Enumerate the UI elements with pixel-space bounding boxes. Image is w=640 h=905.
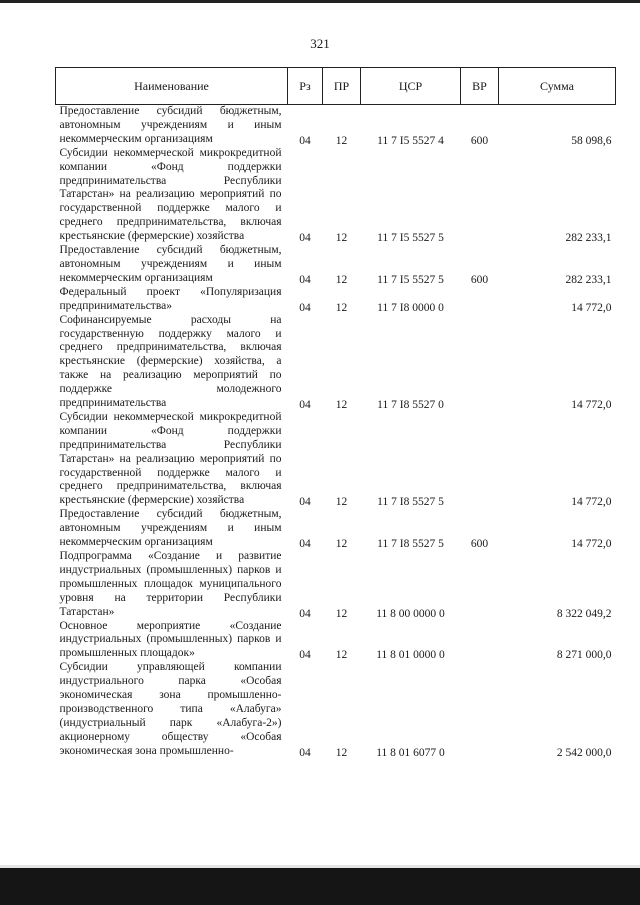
col-header-vr: ВР [461,68,499,105]
row-pr: 12 [335,398,348,411]
table-header-row [56,68,616,105]
row-pr: 12 [335,538,348,550]
row-rz: 04 [299,273,311,286]
row-name: Предоставление субсидий бюджетным, автономным учреждениям и иным некоммерческим организациям [59,508,282,549]
row-csr: 11 8 01 6077 0 [376,746,445,759]
table-row [56,147,616,244]
row-pr: 12 [335,746,348,759]
row-sum: 14 772,0 [571,538,612,550]
row-csr: 11 8 00 0000 0 [376,607,445,620]
scan-top-edge [0,0,640,3]
row-vr [461,550,499,620]
row-rz: 04 [299,398,311,411]
col-header-rz: Рз [288,68,323,105]
row-sum: 2 542 000,0 [556,746,612,759]
row-rz: 04 [299,232,311,245]
row-rz: 04 [299,607,311,620]
table-row [56,620,616,662]
row-name: Субсидии управляющей компании индустриального парка «Особая экономическая зона промышленно-производственного типа «Алабуга» (индустриальный парк «Алабуга-2») акционерному обществу «Особая экономическая зона промышленно- [59,661,282,757]
row-pr: 12 [335,273,348,286]
row-vr: 600 [470,538,489,550]
row-vr [461,411,499,508]
table-row [56,550,616,620]
page-number: 321 [310,36,330,51]
table-row [56,508,616,550]
row-sum: 8 271 000,0 [556,649,612,662]
row-csr: 11 7 I8 5527 0 [377,398,444,411]
row-vr: 600 [470,134,489,147]
col-header-pr: ПР [323,68,361,105]
table-row [56,286,616,314]
row-rz: 04 [299,301,311,314]
row-rz: 04 [299,649,311,662]
row-sum: 14 772,0 [571,398,612,411]
row-rz: 04 [299,538,311,550]
row-pr: 12 [335,607,348,620]
row-name: Подпрограмма «Создание и развитие индустриальных (промышленных) парков и промышленных площадок муниципального уровня на территории Республики Татарстан» [59,550,282,618]
row-csr: 11 7 I8 5527 5 [377,538,444,550]
row-csr: 11 7 I8 0000 0 [377,301,444,314]
row-vr [461,620,499,662]
table-row [56,105,616,147]
row-vr [461,147,499,244]
row-pr: 12 [335,232,348,245]
row-pr: 12 [335,649,348,662]
row-csr: 11 8 01 0000 0 [376,649,445,662]
row-name: Предоставление субсидий бюджетным, автономным учреждениям и иным некоммерческим организациям [59,244,282,284]
row-sum: 282 233,1 [565,273,612,286]
budget-table [55,67,616,759]
row-name: Предоставление субсидий бюджетным, автономным учреждениям и иным некоммерческим организациям [59,105,282,145]
row-csr: 11 7 I5 5527 5 [377,273,444,286]
row-sum: 14 772,0 [571,496,612,509]
row-name: Субсидии некоммерческой микрокредитной компании «Фонд поддержки предпринимательства Республики Татарстан» на реализацию мероприятий по государственной поддержке малого и среднего предпринимательства, включая крестьянские (фермерские) хозяйства [59,410,282,507]
row-vr: 600 [470,273,489,286]
row-csr: 11 7 I5 5527 5 [377,232,444,245]
table-row [56,314,616,411]
row-sum: 8 322 049,2 [556,607,612,620]
col-header-name: Наименование [56,68,288,105]
row-vr [461,661,499,758]
row-name: Основное мероприятие «Создание индустриальных (промышленных) парков и промышленных площадок» [59,619,282,660]
table-row [56,661,616,758]
row-sum: 14 772,0 [571,301,612,314]
row-name: Федеральный проект «Популяризация предпринимательства» [59,285,282,312]
row-name: Субсидии некоммерческой микрокредитной компании «Фонд поддержки предпринимательства Республики Татарстан» на реализацию мероприятий по государственной поддержке малого и среднего предпринимательства, включая крестьянские (фермерские) хозяйства [59,146,282,243]
row-vr [461,286,499,314]
row-rz: 04 [299,496,311,509]
row-csr: 11 7 I5 5527 4 [377,134,444,147]
row-sum: 282 233,1 [565,232,612,245]
col-header-csr: ЦСР [361,68,461,105]
row-csr: 11 7 I8 5527 5 [377,496,444,509]
table-row [56,244,616,286]
row-sum: 58 098,6 [571,134,612,147]
row-pr: 12 [335,496,348,509]
col-header-sum: Сумма [499,68,616,105]
row-name: Софинансируемые расходы на государственную поддержку малого и среднего предпринимательства, включая крестьянские (фермерские) хозяйства, а также на реализацию мероприятий по поддержке молодежного предпринимательства [59,313,282,410]
row-pr: 12 [335,301,348,314]
row-pr: 12 [335,134,348,147]
row-rz: 04 [299,746,311,759]
table-row [56,411,616,508]
row-vr [461,314,499,411]
scan-bottom-edge [0,868,640,905]
row-rz: 04 [299,134,311,147]
